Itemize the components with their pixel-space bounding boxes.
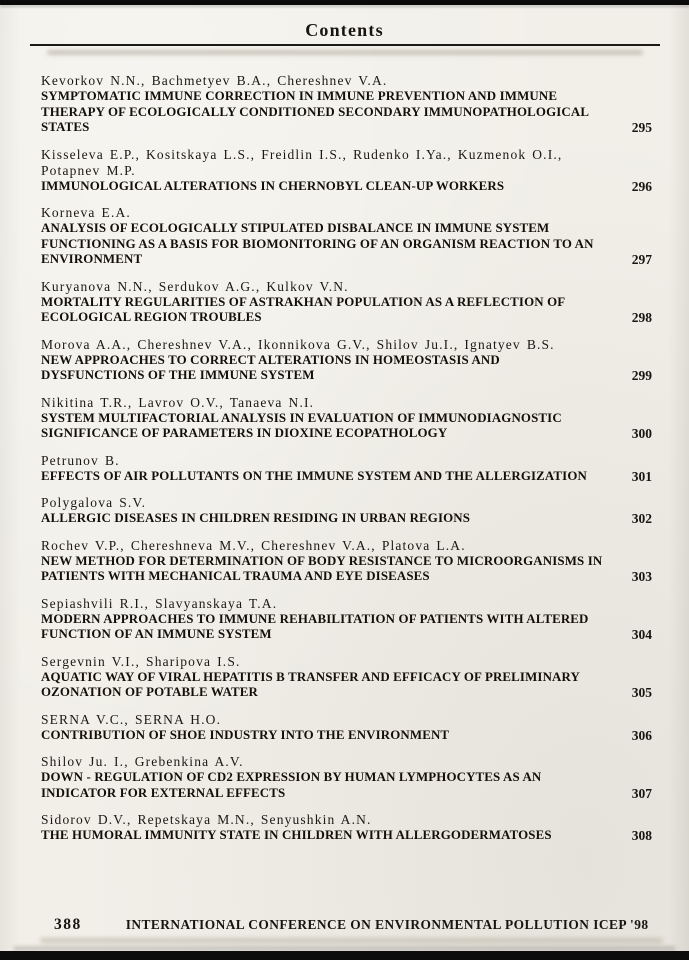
entry-title: CONTRIBUTION OF SHOE INDUSTRY INTO THE ENVIRONMENT <box>41 727 450 742</box>
toc-entry <box>41 205 652 268</box>
entry-authors: Morova A.A., Chereshnev V.A., Ikonnikova G.V., Shilov Ju.I., Ignatyev B.S. <box>41 336 555 352</box>
footer-page-number: 388 <box>54 916 82 933</box>
toc-entry <box>41 538 652 585</box>
toc-entry-main <box>41 495 618 527</box>
entry-authors: Sepiashvili R.I., Slavyanskaya T.A. <box>41 595 278 611</box>
entry-title: THE HUMORAL IMMUNITY STATE IN CHILDREN WITH ALLERGODERMATOSES <box>41 828 552 842</box>
toc-list <box>0 55 689 844</box>
footer-smudge <box>40 938 663 943</box>
toc-entry-main <box>41 147 618 195</box>
entry-authors: Nikitina T.R., Lavrov O.V., Tanaeva N.I. <box>41 394 315 410</box>
entry-authors: Kisseleva E.P., Kositskaya L.S., Freidlin I.S., Rudenko I.Ya., Kuzmenok O.I., Potapnev M.P. <box>41 146 563 178</box>
toc-entry-main <box>41 712 618 744</box>
entry-title: ANALYSIS OF ECOLOGICALLY STIPULATED DISBALANCE IN IMMUNE SYSTEM FUNCTIONING AS A BASIS FOR BIOMONITORING OF AN ORGANISM REACTION TO AN ENVIRONMENT <box>41 221 594 266</box>
entry-authors: Rochev V.P., Chereshneva M.V., Chereshnev V.A., Platova L.A. <box>41 537 466 553</box>
toc-entry-main <box>41 337 618 384</box>
footer-conference-title: INTERNATIONAL CONFERENCE ON ENVIRONMENTAL POLLUTION ICEP '98 <box>125 917 649 932</box>
entry-page-number: 298 <box>631 310 652 325</box>
toc-entry <box>41 279 652 326</box>
toc-entry-main <box>41 812 618 844</box>
entry-title: SYSTEM MULTIFACTORIAL ANALYSIS IN EVALUATION OF IMMUNODIAGNOSTIC SIGNIFICANCE OF PARAMETERS IN DIOXINE ECOPATHOLOGY <box>41 410 562 440</box>
entry-title: EFFECTS OF AIR POLLUTANTS ON THE IMMUNE SYSTEM AND THE ALLERGIZATION <box>41 468 587 483</box>
entry-page-number: 296 <box>631 178 652 194</box>
entry-page-number: 297 <box>631 252 652 267</box>
entry-authors: SERNA V.C., SERNA H.O. <box>41 711 222 727</box>
entry-page-number: 307 <box>631 785 652 801</box>
scan-edge-bottom <box>0 951 689 960</box>
entry-authors: Petrunov B. <box>41 452 120 468</box>
entry-page-number: 308 <box>631 828 652 843</box>
entry-page-number: 299 <box>631 368 652 383</box>
toc-entry <box>41 812 652 844</box>
header-rule-smudge <box>47 50 643 55</box>
entry-title: NEW METHOD FOR DETERMINATION OF BODY RESISTANCE TO MICROORGANISMS IN PATIENTS WITH MECHANICAL TRAUMA AND EYE DISEASES <box>41 553 603 583</box>
toc-entry <box>41 596 652 643</box>
entry-title: AQUATIC WAY OF VIRAL HEPATITIS B TRANSFER AND EFFICACY OF PRELIMINARY OZONATION OF POTABLE WATER <box>41 669 580 699</box>
page-header <box>0 0 689 55</box>
toc-entry-main <box>41 538 618 585</box>
entry-page-number: 305 <box>631 685 652 700</box>
entry-title: NEW APPROACHES TO CORRECT ALTERATIONS IN HOMEOSTASIS AND DYSFUNCTIONS OF THE IMMUNE SYSTEM <box>41 352 500 382</box>
toc-entry-main <box>41 754 618 801</box>
page-title: Contents <box>305 20 384 40</box>
entry-authors: Polygalova S.V. <box>41 495 147 510</box>
toc-entry <box>41 712 652 744</box>
entry-page-number: 303 <box>631 569 652 584</box>
entry-page-number: 295 <box>631 120 652 135</box>
toc-entry <box>41 337 652 384</box>
entry-page-number: 300 <box>631 426 652 441</box>
toc-entry <box>41 73 652 136</box>
entry-page-number: 304 <box>631 627 652 642</box>
entry-authors: Sidorov D.V., Repetskaya M.N., Senyushkin A.N. <box>41 812 372 827</box>
entry-authors: Kuryanova N.N., Serdukov A.G., Kulkov V.N. <box>41 278 349 294</box>
entry-page-number: 301 <box>631 468 652 484</box>
toc-entry <box>41 654 652 701</box>
toc-entry-main <box>41 453 618 485</box>
entry-authors: Kevorkov N.N., Bachmetyev B.A., Chereshnev V.A. <box>41 73 388 88</box>
toc-entry <box>41 395 652 442</box>
entry-authors: Sergevnin V.I., Sharipova I.S. <box>41 653 241 669</box>
toc-entry <box>41 453 652 485</box>
toc-entry-main <box>41 73 618 136</box>
toc-entry <box>41 147 652 195</box>
toc-entry-main <box>41 395 618 442</box>
entry-title: ALLERGIC DISEASES IN CHILDREN RESIDING IN URBAN REGIONS <box>41 511 471 525</box>
header-rule <box>30 44 660 46</box>
entry-page-number: 302 <box>631 511 652 526</box>
toc-entry <box>41 754 652 801</box>
toc-entry-main <box>41 205 618 268</box>
entry-title: MORTALITY REGULARITIES OF ASTRAKHAN POPULATION AS A REFLECTION OF ECOLOGICAL REGION TROUBLES <box>41 294 565 324</box>
page-footer <box>0 916 689 934</box>
toc-entry-main <box>41 654 618 701</box>
entry-title: IMMUNOLOGICAL ALTERATIONS IN CHERNOBYL CLEAN-UP WORKERS <box>41 178 505 193</box>
entry-page-number: 306 <box>631 727 652 743</box>
entry-title: SYMPTOMATIC IMMUNE CORRECTION IN IMMUNE PREVENTION AND IMMUNE THERAPY OF ECOLOGICALLY CONDITIONED SECONDARY IMMUNOPATHOLOGICAL STATES <box>41 89 589 134</box>
toc-entry-main <box>41 279 618 326</box>
toc-entry-main <box>41 596 618 643</box>
toc-entry <box>41 495 652 527</box>
entry-authors: Shilov Ju. I., Grebenkina A.V. <box>41 754 244 769</box>
entry-authors: Korneva E.A. <box>41 205 131 220</box>
entry-title: MODERN APPROACHES TO IMMUNE REHABILITATION OF PATIENTS WITH ALTERED FUNCTION OF AN IMMUNE SYSTEM <box>41 611 589 641</box>
entry-title: DOWN - REGULATION OF CD2 EXPRESSION BY HUMAN LYMPHOCYTES AS AN INDICATOR FOR EXTERNAL EFFECTS <box>41 770 542 800</box>
